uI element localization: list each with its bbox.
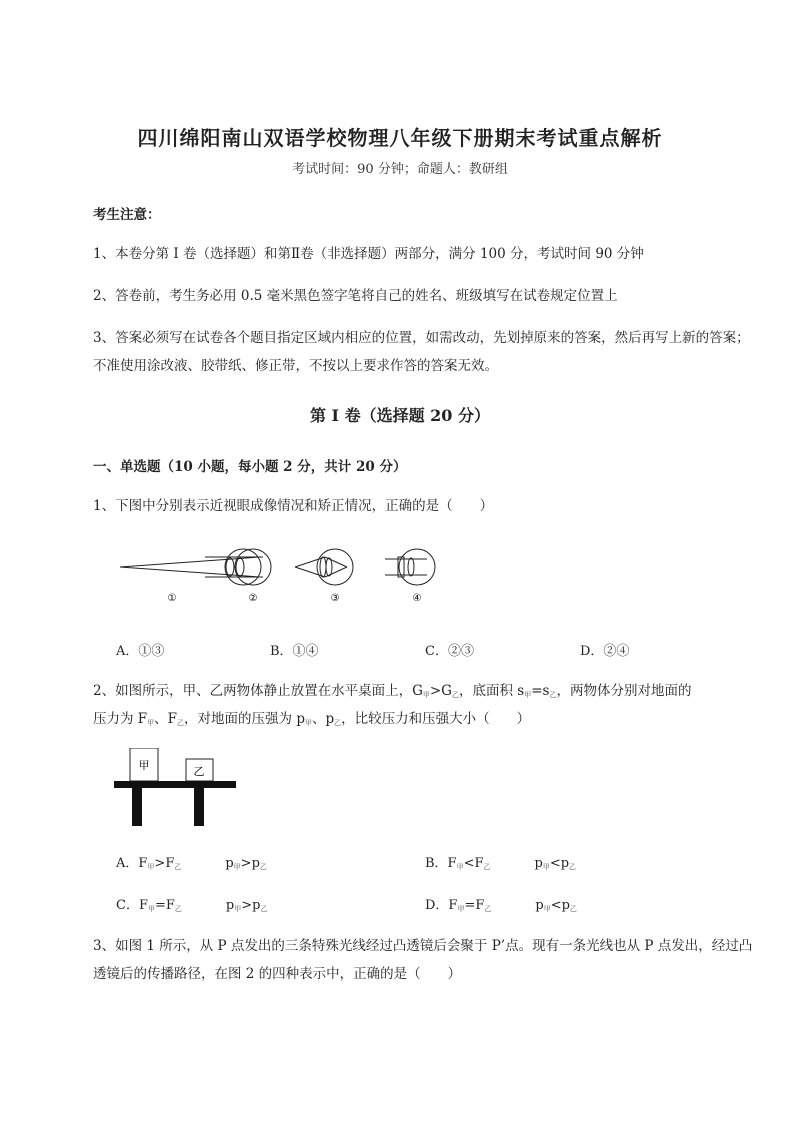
notice-item-3: 3、答案必须写在试卷各个题目指定区域内相应的位置，如需改动，先划掉原来的答案，然后再写上新的答案；不准使用涂改液、胶带纸、修正带，不按以上要求作答的答案无效。 — [93, 330, 750, 374]
section-title: 第 I 卷（选择题 20 分） — [309, 406, 491, 425]
q1-option-a[interactable]: A．①③ — [116, 644, 165, 659]
q2-option-a[interactable]: A．$F_甲>F_乙$ $p_甲>p_乙$ — [116, 856, 267, 871]
q1-option-b[interactable]: B．①④ — [270, 644, 319, 659]
q1-option-c[interactable]: C．②③ — [425, 644, 474, 659]
q1-figure — [110, 545, 450, 607]
q3-stem: 3、如图 1 所示，从 P 点发出的三条特殊光线经过凸透镜后会聚于 P’点。现有一条光线也从 P 点发出，经过凸透镜后的传播路径，在图 2 的四种表示中，正确的是（ ） — [93, 938, 753, 982]
notice-item-2: 2、答卷前，考生务必用 0.5 毫米黑色签字笔将自己的姓名、班级填写在试卷规定位置上 — [93, 288, 618, 304]
q1-stem: 1、下图中分别表示近视眼成像情况和矫正情况，正确的是（ ） — [93, 498, 494, 514]
fig-label-3: ③ — [330, 593, 340, 604]
eye-diagram-3 — [295, 549, 353, 585]
table-top — [114, 781, 236, 788]
q1-option-d[interactable]: D．②④ — [580, 644, 630, 659]
block-jia-label: 甲 — [138, 759, 150, 772]
q2-stem-line1: 2、如图所示，甲、乙两物体静止放置在水平桌面上，$G_甲>G_乙$，底面积 $s_甲=s_乙$，两物体分别对地面的 — [93, 683, 692, 699]
page-title: 四川绵阳南山双语学校物理八年级下册期末考试重点解析 — [137, 126, 663, 150]
notice-item-1: 1、本卷分第 I 卷（选择题）和第Ⅱ卷（非选择题）两部分，满分 100 分，考试时间 90 分钟 — [93, 246, 644, 262]
fig-label-1: ① — [167, 593, 177, 604]
fig-label-2: ② — [248, 593, 258, 604]
eye-diagram-4 — [385, 549, 435, 585]
notice-title: 考生注意： — [93, 207, 161, 223]
table-leg-right — [194, 788, 204, 826]
block-yi-label: 乙 — [193, 765, 205, 778]
q2-option-d[interactable]: D．$F_甲=F_乙$ $p_甲<p_乙$ — [425, 898, 577, 913]
table-leg-left — [132, 788, 142, 826]
fig-label-4: ④ — [412, 593, 422, 604]
q2-figure — [110, 748, 240, 830]
q2-option-b[interactable]: B．$F_甲<F_乙$ $p_甲<p_乙$ — [425, 856, 577, 871]
part-heading: 一、单选题（10 小题，每小题 2 分，共计 20 分） — [93, 459, 407, 475]
exam-info: 考试时间：90 分钟；命题人：教研组 — [292, 162, 508, 177]
q2-stem-line2: 压力为 $F_甲$、$F_乙$，对地面的压强为 $p_甲$、$p_乙$，比较压力和压强大小（ ） — [93, 711, 531, 727]
q2-option-c[interactable]: C．$F_甲=F_乙$ $p_甲>p_乙$ — [116, 898, 268, 913]
